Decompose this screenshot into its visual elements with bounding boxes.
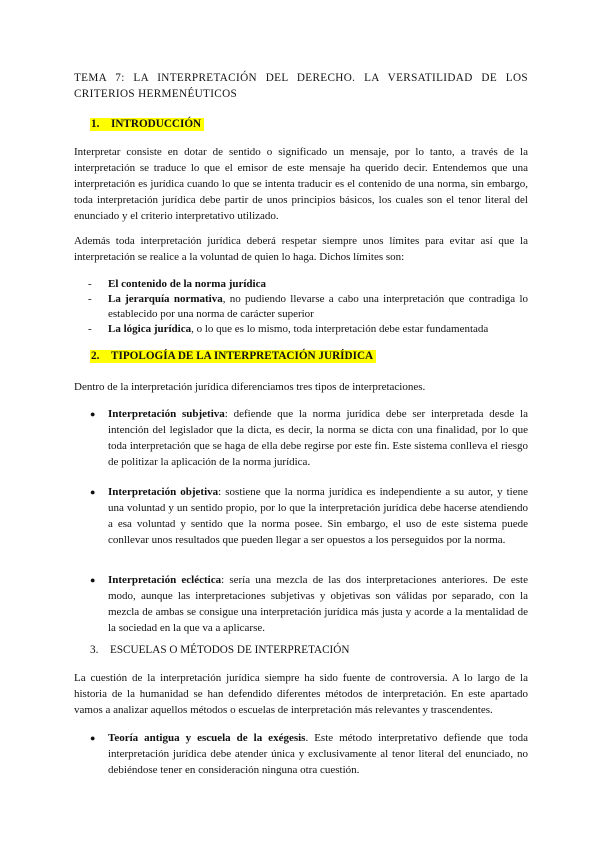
list-item	[88, 277, 528, 292]
schools-intro	[74, 670, 528, 718]
dash-marker: -	[88, 293, 92, 305]
list-item-objetiva	[92, 484, 528, 548]
bullet-icon: ●	[90, 733, 96, 743]
dash-marker: -	[88, 278, 92, 290]
list-item-bold: La lógica jurídica	[108, 323, 192, 335]
list-item-exegesis	[92, 730, 528, 778]
term-description: : defiende que la norma jurídica debe ser interpretada desde la intención del legislador que la dicta, es decir, la norma se dicta con una finalidad, por lo que toda interpretación que se haga de ella debe regirse por este fin. Este sistema conlleva el riesgo de politizar la aplicación de la norma jurídica.	[108, 408, 528, 468]
section-title: INTRODUCCIÓN	[111, 118, 202, 130]
list-item-ecletica	[92, 572, 528, 636]
bullet-icon: ●	[90, 575, 96, 585]
term-bold: Teoría antigua y escuela de la exégesis	[108, 732, 306, 744]
term-bold: Interpretación subjetiva	[108, 408, 225, 420]
term-description: : sería una mezcla de las dos interpretaciones anteriores. De este modo, aunque las interpretaciones subjetivas y objetivas son válidas por separado, con la mezcla de ambas se consigue una interpretación jurídica más justa y acorde a la mentalidad de la sociedad en la que va a aplicarse.	[108, 574, 528, 634]
paragraph-text: Además toda interpretación jurídica deberá respetar siempre unos límites para evitar así que la interpretación se realice a la voluntad de quien lo haga. Dichos límites son:	[74, 235, 528, 263]
paragraph-text: La cuestión de la interpretación jurídica siempre ha sido fuente de controversia. A lo largo de la historia de la humanidad se han defendido diferentes métodos de interpretación. En este apartado vamos a analizar aquellos métodos o escuelas de interpretación más relevantes y trascendentes.	[74, 672, 528, 716]
list-item-bold: El contenido de la norma jurídica	[108, 278, 266, 290]
list-item	[88, 322, 528, 337]
highlighted-heading	[90, 118, 204, 131]
intro-paragraph-2	[74, 233, 528, 265]
section-title: TIPOLOGÍA DE LA INTERPRETACIÓN JURÍDICA	[111, 350, 374, 362]
bullet-icon: ●	[90, 487, 96, 497]
term-description: . Este método interpretativo defiende que toda interpretación jurídica debe atender única y exclusivamente al tenor literal del enunciado, no debiéndose tener en consideración ninguna otra cuestión.	[108, 732, 528, 776]
paragraph-text: Interpretar consiste en dotar de sentido o significado un mensaje, por lo tanto, a través de la interpretación se traduce lo que el emisor de este mensaje ha querido decir. Entendemos que una interpretación es jurídica cuando lo que se intenta traducir es el contenido de una norma, sin embargo, toda interpretación jurídica debe partir de unos principios básicos, los cuales son el tenor literal del enunciado y el criterio interpretativo utilizado.	[74, 146, 528, 222]
types-intro	[74, 379, 528, 395]
section-number: 1.	[91, 118, 100, 130]
limits-list	[88, 277, 528, 337]
section-number: 2.	[91, 350, 100, 362]
highlighted-heading	[90, 350, 376, 363]
section-title: ESCUELAS O MÉTODOS DE INTERPRETACIÓN	[110, 644, 350, 656]
term-bold: Interpretación objetiva	[108, 486, 219, 498]
bullet-icon: ●	[90, 409, 96, 419]
document-title: TEMA 7: LA INTERPRETACIÓN DEL DERECHO. LA VERSATILIDAD DE LOS CRITERIOS HERMENÉUTICOS	[74, 72, 528, 100]
section-heading-escuelas	[90, 643, 349, 658]
list-item-bold: La jerarquía normativa	[108, 293, 223, 305]
intro-paragraph-1	[74, 144, 528, 224]
section-number: 3.	[90, 644, 99, 656]
paragraph-text: Dentro de la interpretación jurídica diferenciamos tres tipos de interpretaciones.	[74, 381, 426, 393]
term-description: : sostiene que la norma jurídica es independiente a su autor, y tiene una voluntad y un sentido propio, por lo que la interpretación jurídica debe hacerse atendiendo a esa voluntad y sentido que la norma posee. Sin embargo, el uso de este sistema puede conllevar unos resultados que pueden llegar a ser opuestos a los perseguidos por la norma.	[108, 486, 528, 546]
list-item	[88, 292, 528, 322]
section-heading-introduccion	[90, 117, 204, 132]
term-bold: Interpretación ecléctica	[108, 574, 222, 586]
section-heading-tipologia	[90, 349, 376, 364]
list-item-subjetiva	[92, 406, 528, 470]
dash-marker: -	[88, 323, 92, 335]
list-item-text: , o lo que es lo mismo, toda interpretación debe estar fundamentada	[191, 323, 489, 335]
list-item-text: , no pudiendo llevarse a cabo una interpretación que contradiga lo establecido por una norma de carácter superior	[108, 293, 528, 320]
